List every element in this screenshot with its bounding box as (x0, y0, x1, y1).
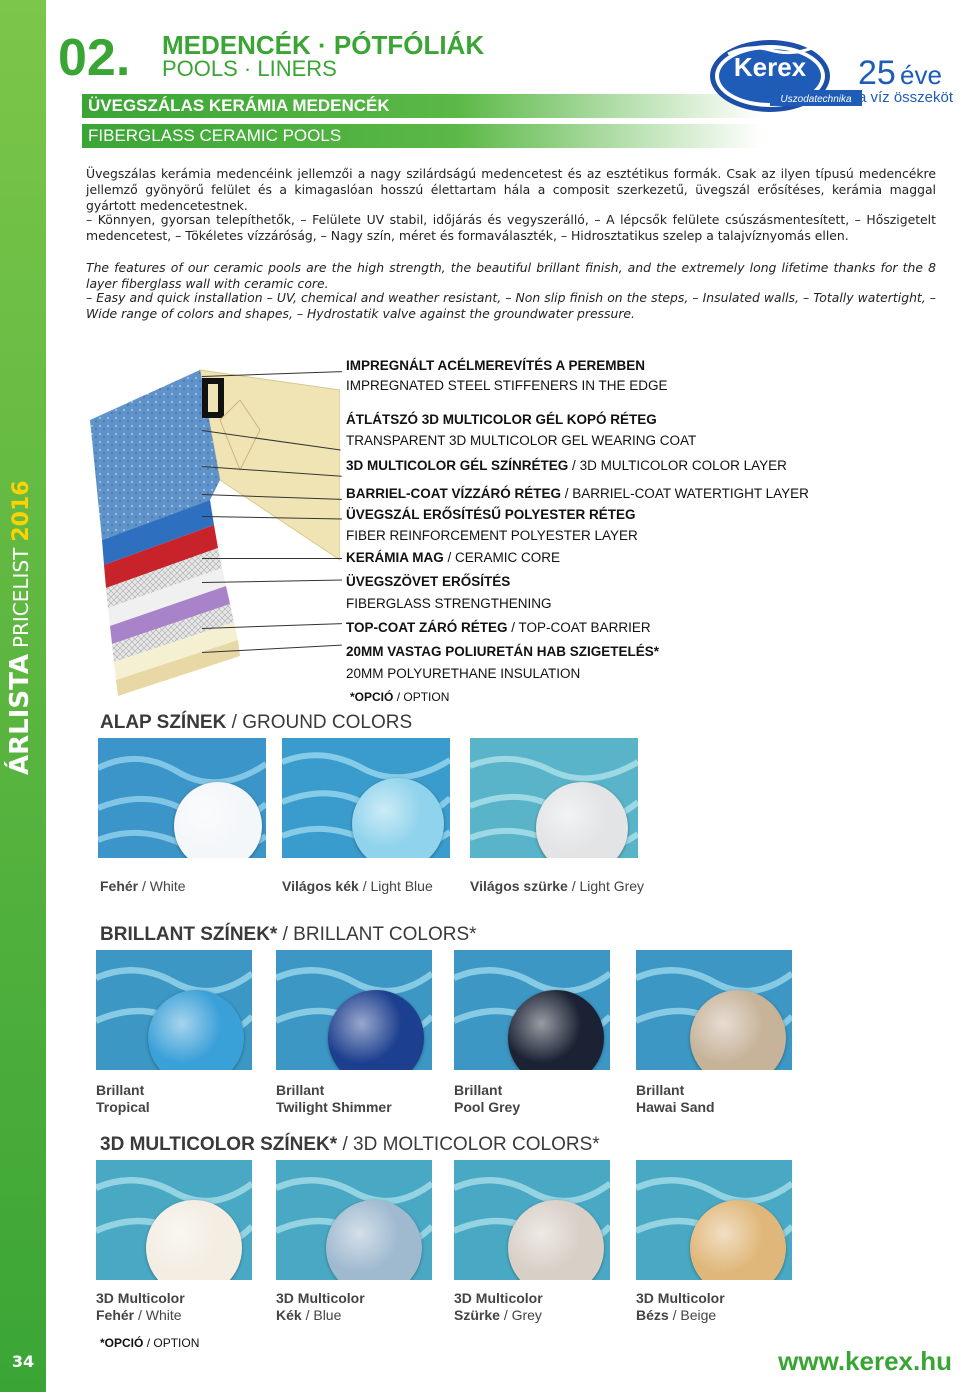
multi-swatch-blue (276, 1160, 432, 1280)
ground-colors-title: ALAP SZÍNEK / GROUND COLORS (100, 712, 413, 733)
layer-9-hu: 20MM VASTAG POLIURETÁN HAB SZIGETELÉS* (346, 644, 660, 659)
intro-en-paragraph: The features of our ceramic pools are the high strength, the beautiful brillant finish, and the extremely long lifetime thanks for the 8 layer fiberglass wall with ceramic core. (86, 260, 936, 291)
layer-5-en: FIBER REINFORCEMENT POLYESTER LAYER (346, 528, 638, 543)
brillant-swatch-tropical (96, 950, 252, 1070)
layer-1-hu: IMPREGNÁLT ACÉLMEREVÍTÉS A PEREMBEN (346, 358, 646, 373)
intro-hu-paragraph: Üvegszálas kerámia medencéink jellemzői a nagy szilárdságú medencetest és az esztétikus formák. Csak az ilyen típusú medencékre jellemző gyönyörű felület és a kimagaslóan hosszú élettartam hála a composit szerkezetű, üvegszál erősítéses, kerámia maggal gyártott medencetestnek. (86, 166, 936, 213)
kerex-logo (708, 36, 958, 132)
ground-caption-white: Fehér / White (100, 878, 186, 894)
brillant-caption-tropical: Brillant Tropical (96, 1082, 150, 1115)
sidebar-pricelist: PRICELIST (9, 547, 33, 649)
brillant-caption-hawai-sand: Brillant Hawai Sand (636, 1082, 715, 1115)
ground-caption-light-grey: Világos szürke / Light Grey (470, 878, 645, 894)
layer-9-en: 20MM POLYURETHANE INSULATION (346, 666, 581, 681)
chapter-title: MEDENCÉK · PÓTFÓLIÁK (162, 30, 485, 60)
layer-5-hu: ÜVEGSZÁL ERŐSÍTÉSŰ POLYESTER RÉTEG (346, 507, 636, 522)
leader-line (202, 558, 342, 559)
section-banner-en: FIBERGLASS CERAMIC POOLS (82, 124, 762, 148)
ground-swatch-light-blue (282, 738, 450, 858)
logo-eve: éve (900, 60, 942, 90)
sidebar-year: 2016 (9, 480, 34, 542)
multi-caption-blue: 3D Multicolor Kék / Blue (276, 1290, 365, 1323)
logo-slogan: a víz összeköt (858, 89, 954, 106)
layer-3: 3D MULTICOLOR GÉL SZÍNRÉTEG / 3D MULTICOLOR COLOR LAYER (346, 458, 787, 473)
brillant-colors-title: BRILLANT SZÍNEK* / BRILLANT COLORS* (100, 924, 477, 945)
layer-4: BARRIEL-COAT VÍZZÁRÓ RÉTEG / BARRIEL-COAT WATERTIGHT LAYER (346, 486, 809, 501)
layer-2-hu: ÁTLÁTSZÓ 3D MULTICOLOR GÉL KOPÓ RÉTEG (346, 412, 657, 427)
layer-6: KERÁMIA MAG / CERAMIC CORE (346, 550, 561, 565)
brillant-swatch-twilight (276, 950, 432, 1070)
multicolor-title: 3D MULTICOLOR SZÍNEK* / 3D MOLTICOLOR COLORS* (100, 1134, 600, 1155)
logo-years: 25 (858, 54, 896, 92)
section-banner-hu: ÜVEGSZÁLAS KERÁMIA MEDENCÉK (82, 94, 762, 118)
multi-caption-white: 3D Multicolor Fehér / White (96, 1290, 185, 1323)
page-number: 34 (11, 1352, 35, 1371)
ground-swatch-light-grey (470, 738, 638, 858)
brillant-caption-twilight: Brillant Twilight Shimmer (276, 1082, 392, 1115)
multi-caption-grey: 3D Multicolor Szürke / Grey (454, 1290, 543, 1323)
logo-tagline: Uszodatechnika (780, 94, 852, 105)
footer-option-note: *OPCIÓ / OPTION (100, 1336, 200, 1350)
sidebar-title (5, 480, 45, 775)
intro-hu-features: – Könnyen, gyorsan telepíthetők, – Felülete UV stabil, időjárás és vegyszerálló, – A lépcsők felülete csúszásmentesített, – Hőszigetelt medencetest, – Tökéletes vízzáróság, – Nagy szín, méret és formaválaszték, – Hidrosztatikus szelep a talajvíznyomás ellen. (86, 212, 936, 243)
sidebar-arlista: ÁRLISTA (5, 654, 35, 775)
wall-layer-diagram (90, 360, 340, 700)
layer-7-en: FIBERGLASS STRENGTHENING (346, 596, 552, 611)
ground-caption-light-blue: Világos kék / Light Blue (282, 878, 433, 894)
logo-brand: Kerex (733, 52, 807, 82)
layer-8: TOP-COAT ZÁRÓ RÉTEG / TOP-COAT BARRIER (346, 620, 651, 635)
chapter-number: 02. (58, 29, 131, 87)
brillant-swatch-pool-grey (454, 950, 610, 1070)
chapter-subtitle: POOLS · LINERS (162, 56, 337, 81)
website-link[interactable]: www.kerex.hu (778, 1346, 952, 1376)
brillant-caption-pool-grey: Brillant Pool Grey (454, 1082, 521, 1115)
intro-en-features: – Easy and quick installation – UV, chemical and weather resistant, – Non slip finish on the steps, – Insulated walls, – Totally watertight, – Wide range of colors and shapes, – Hydrostatik valve against the groundwater pressure. (86, 290, 936, 321)
multi-swatch-grey (454, 1160, 610, 1280)
multi-swatch-beige (636, 1160, 792, 1280)
layer-2-en: TRANSPARENT 3D MULTICOLOR GEL WEARING COAT (346, 433, 697, 448)
brillant-swatch-hawai-sand (636, 950, 792, 1070)
multi-swatch-white (96, 1160, 252, 1280)
ground-swatch-white (98, 738, 266, 858)
layer-7-hu: ÜVEGSZÖVET ERŐSÍTÉS (346, 574, 511, 589)
multi-caption-beige: 3D Multicolor Bézs / Beige (636, 1290, 725, 1323)
layer-1-en: IMPREGNATED STEEL STIFFENERS IN THE EDGE (346, 378, 668, 393)
layer-option-note: *OPCIÓ / OPTION (350, 690, 450, 704)
